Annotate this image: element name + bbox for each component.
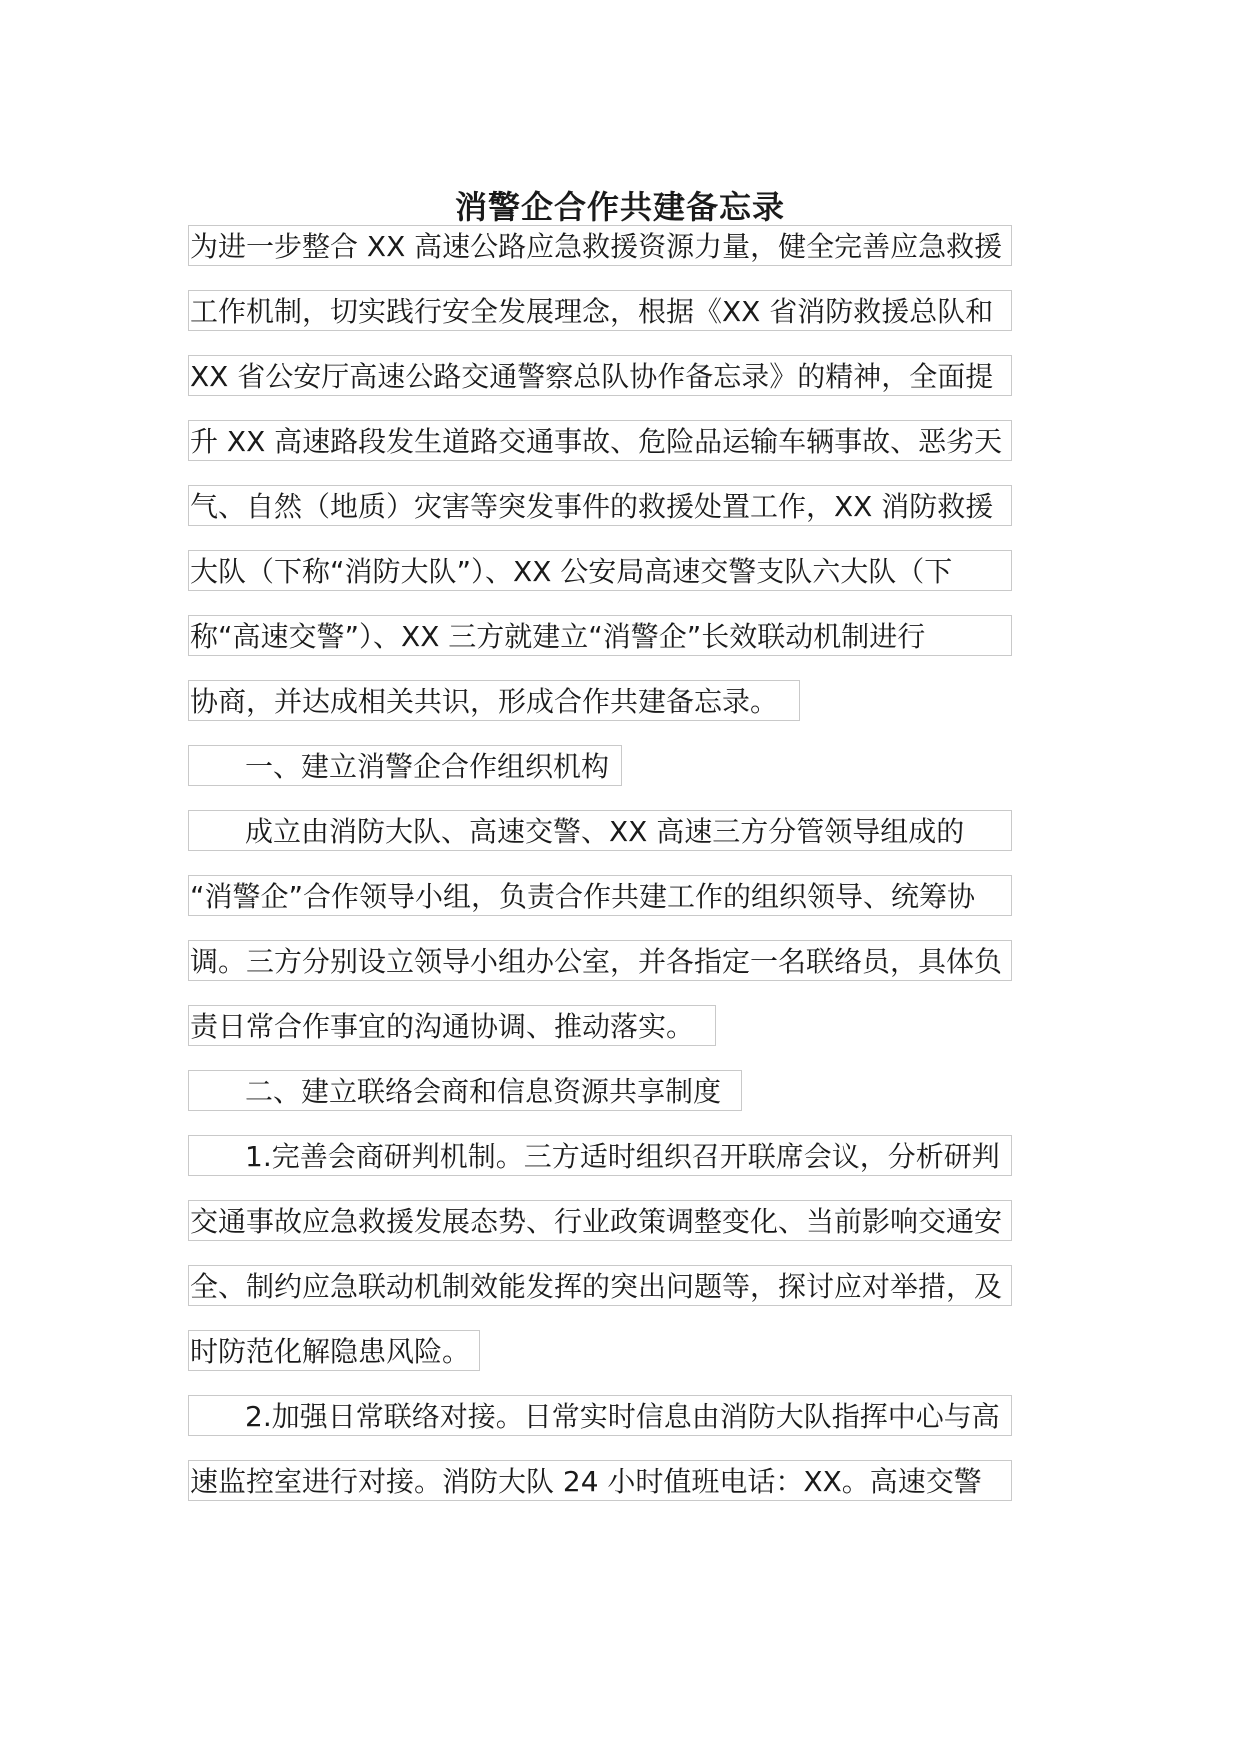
text-line-8: 协商，并达成相关共识，形成合作共建备忘录。 (188, 680, 800, 721)
text-line-10: 成立由消防大队、高速交警、XX 高速三方分管领导组成的 (188, 810, 1012, 851)
text-line-18: 时防范化解隐患风险。 (188, 1330, 480, 1371)
text-line-16: 交通事故应急救援发展态势、行业政策调整变化、当前影响交通安 (188, 1200, 1012, 1241)
text-line-15: 1.完善会商研判机制。三方适时组织召开联席会议，分析研判 (188, 1135, 1012, 1176)
text-line-12: 调。三方分别设立领导小组办公室，并各指定一名联络员，具体负 (188, 940, 1012, 981)
text-line-1: 为进一步整合 XX 高速公路应急救援资源力量，健全完善应急救援 (188, 225, 1012, 266)
text-line-17: 全、制约应急联动机制效能发挥的突出问题等，探讨应对举措，及 (188, 1265, 1012, 1306)
text-line-2: 工作机制，切实践行安全发展理念，根据《XX 省消防救援总队和 (188, 290, 1012, 331)
text-line-11: “消警企”合作领导小组，负责合作共建工作的组织领导、统筹协 (188, 875, 1012, 916)
text-line-19: 2.加强日常联络对接。日常实时信息由消防大队指挥中心与高 (188, 1395, 1012, 1436)
text-line-4: 升 XX 高速路段发生道路交通事故、危险品运输车辆事故、恶劣天 (188, 420, 1012, 461)
text-line-3: XX 省公安厅高速公路交通警察总队协作备忘录》的精神，全面提 (188, 355, 1012, 396)
text-line-13: 责日常合作事宜的沟通协调、推动落实。 (188, 1005, 716, 1046)
section-heading-2: 二、建立联络会商和信息资源共享制度 (188, 1070, 742, 1111)
text-line-20: 速监控室进行对接。消防大队 24 小时值班电话：XX。高速交警 (188, 1460, 1012, 1501)
section-heading-1: 一、建立消警企合作组织机构 (188, 745, 622, 786)
text-line-5: 气、自然（地质）灾害等突发事件的救援处置工作，XX 消防救援 (188, 485, 1012, 526)
text-line-7: 称“高速交警”）、XX 三方就建立“消警企”长效联动机制进行 (188, 615, 1012, 656)
document-title: 消警企合作共建备忘录 (454, 188, 785, 226)
text-line-6: 大队（下称“消防大队”）、XX 公安局高速交警支队六大队（下 (188, 550, 1012, 591)
